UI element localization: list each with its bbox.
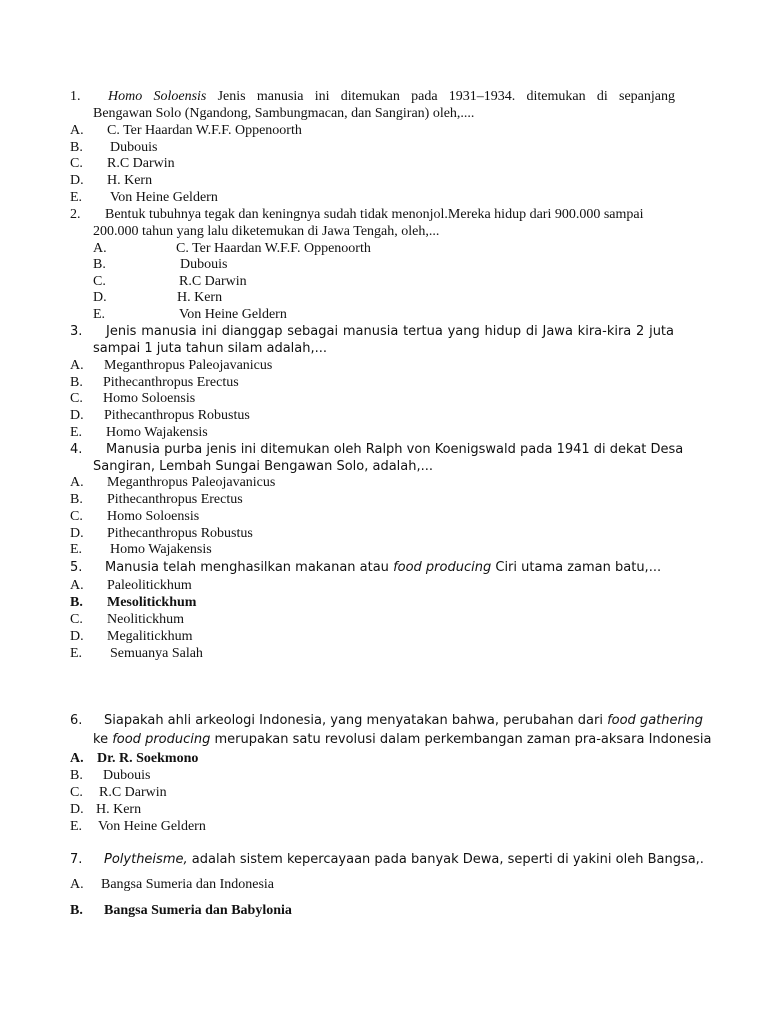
q6-stem-line1 <box>104 712 703 729</box>
q5-option-b-text[interactable]: Mesolitickhum <box>107 595 197 610</box>
q4-option-b-text[interactable]: Pithecanthropus Erectus <box>107 492 243 507</box>
q7-option-b-text[interactable]: Bangsa Sumeria dan Babylonia <box>104 903 292 918</box>
q1-option-d-text[interactable]: H. Kern <box>107 173 153 188</box>
q5-stem <box>105 559 661 576</box>
q1-option-b-text[interactable]: Dubouis <box>110 140 158 155</box>
q5-option-c-letter: C. <box>70 612 83 627</box>
q7-option-a-text[interactable]: Bangsa Sumeria dan Indonesia <box>101 877 275 892</box>
q2-stem-line2: 200.000 tahun yang lalu diketemukan di Jawa Tengah, oleh,... <box>93 224 440 239</box>
q6-term-producing: food producing <box>112 732 211 747</box>
q6-option-c-text[interactable]: R.C Darwin <box>99 785 167 800</box>
q6-number: 6. <box>70 713 83 728</box>
q5-term: food producing <box>393 560 492 575</box>
q3-number: 3. <box>70 324 83 339</box>
q6-option-a-letter: A. <box>70 751 84 766</box>
q3-option-c-text[interactable]: Homo Soloensis <box>103 391 196 406</box>
q5-option-a-letter: A. <box>70 578 84 593</box>
q3-option-b-letter: B. <box>70 375 83 390</box>
q6-option-b-text[interactable]: Dubouis <box>103 768 151 783</box>
q1-option-d-letter: D. <box>70 173 84 188</box>
q6-stem-text: Siapakah ahli arkeologi Indonesia, yang menyatakan bahwa, perubahan dari <box>104 713 608 728</box>
q6-option-e-text[interactable]: Von Heine Geldern <box>98 819 206 834</box>
q5-option-a-text[interactable]: Paleolitickhum <box>107 578 192 593</box>
q6-option-d-letter: D. <box>70 802 84 817</box>
q1-option-a-text[interactable]: C. Ter Haardan W.F.F. Oppenoorth <box>107 123 302 138</box>
q7-option-b-letter: B. <box>70 903 83 918</box>
q3-stem-line1: Jenis manusia ini dianggap sebagai manusia tertua yang hidup di Jawa kira-kira 2 juta <box>106 324 674 339</box>
q4-stem-line2: Sangiran, Lembah Sungai Bengawan Solo, adalah,... <box>93 459 434 474</box>
q1-option-c-text[interactable]: R.C Darwin <box>107 156 175 171</box>
q6-stem-prefix: ke <box>93 732 113 747</box>
q2-option-d-letter: D. <box>93 290 107 305</box>
q2-option-e-letter: E. <box>93 307 106 322</box>
q4-stem-line1: Manusia purba jenis ini ditemukan oleh Ralph von Koenigswald pada 1941 di dekat Desa <box>106 442 684 457</box>
q7-stem <box>104 851 704 868</box>
q5-stem-text: Manusia telah menghasilkan makanan atau <box>105 560 394 575</box>
q2-option-b-letter: B. <box>93 257 106 272</box>
q3-option-d-letter: D. <box>70 408 84 423</box>
q1-stem-text: Jenis manusia ini ditemukan pada 1931–1934. ditemukan di sepanjang <box>206 89 675 104</box>
q6-option-d-text[interactable]: H. Kern <box>96 802 142 817</box>
q3-option-a-letter: A. <box>70 358 84 373</box>
q7-number: 7. <box>70 852 83 867</box>
q7-term: Polytheisme, <box>104 852 188 867</box>
q4-option-c-letter: C. <box>70 509 83 524</box>
q6-option-e-letter: E. <box>70 819 83 834</box>
q4-number: 4. <box>70 442 83 457</box>
q3-option-a-text[interactable]: Meganthropus Paleojavanicus <box>104 358 273 373</box>
q1-option-a-letter: A. <box>70 123 84 138</box>
q2-option-c-letter: C. <box>93 274 106 289</box>
q1-option-e-letter: E. <box>70 190 83 205</box>
q5-option-b-letter: B. <box>70 595 83 610</box>
q3-option-e-text[interactable]: Homo Wajakensis <box>106 425 208 440</box>
q5-option-d-text[interactable]: Megalitickhum <box>107 629 193 644</box>
q4-option-b-letter: B. <box>70 492 83 507</box>
q4-option-d-letter: D. <box>70 526 84 541</box>
q6-term-gathering: food gathering <box>607 713 703 728</box>
q2-option-a-text[interactable]: C. Ter Haardan W.F.F. Oppenoorth <box>176 241 371 256</box>
q2-option-a-letter: A. <box>93 241 107 256</box>
q2-stem-line1: Bentuk tubuhnya tegak dan keningnya sudah tidak menonjol.Mereka hidup dari 900.000 sampai <box>105 207 644 222</box>
q3-option-b-text[interactable]: Pithecanthropus Erectus <box>103 375 239 390</box>
q3-stem-line2: sampai 1 juta tahun silam adalah,... <box>93 341 328 356</box>
q6-stem-tail: merupakan satu revolusi dalam perkembangan zaman pra-aksara Indonesia <box>210 732 712 747</box>
q6-option-a-text[interactable]: Dr. R. Soekmono <box>97 751 199 766</box>
q2-option-c-text[interactable]: R.C Darwin <box>179 274 247 289</box>
q5-option-d-letter: D. <box>70 629 84 644</box>
q1-option-b-letter: B. <box>70 140 83 155</box>
q6-stem-line2 <box>93 731 711 748</box>
q5-number: 5. <box>70 560 83 575</box>
q2-option-e-text[interactable]: Von Heine Geldern <box>179 307 287 322</box>
q4-option-d-text[interactable]: Pithecanthropus Robustus <box>107 526 253 541</box>
q4-option-e-letter: E. <box>70 542 83 557</box>
q4-option-a-text[interactable]: Meganthropus Paleojavanicus <box>107 475 276 490</box>
q6-option-c-letter: C. <box>70 785 83 800</box>
q1-number: 1. <box>70 89 81 104</box>
q4-option-a-letter: A. <box>70 475 84 490</box>
q6-option-b-letter: B. <box>70 768 83 783</box>
q1-term: Homo Soloensis <box>108 89 207 104</box>
q4-option-c-text[interactable]: Homo Soloensis <box>107 509 200 524</box>
q3-option-d-text[interactable]: Pithecanthropus Robustus <box>104 408 250 423</box>
q2-option-d-text[interactable]: H. Kern <box>177 290 223 305</box>
q5-option-c-text[interactable]: Neolitickhum <box>107 612 184 627</box>
q2-number: 2. <box>70 207 81 222</box>
q2-option-b-text[interactable]: Dubouis <box>180 257 228 272</box>
q3-option-c-letter: C. <box>70 391 83 406</box>
q5-option-e-text[interactable]: Semuanya Salah <box>110 646 203 661</box>
q5-stem-tail: Ciri utama zaman batu,... <box>491 560 662 575</box>
q5-option-e-letter: E. <box>70 646 83 661</box>
q7-option-a-letter: A. <box>70 877 84 892</box>
q1-stem-line2: Bengawan Solo (Ngandong, Sambungmacan, dan Sangiran) oleh,.... <box>93 106 475 121</box>
q3-option-e-letter: E. <box>70 425 83 440</box>
q1-stem-line1 <box>93 88 675 105</box>
q4-option-e-text[interactable]: Homo Wajakensis <box>110 542 212 557</box>
q1-option-c-letter: C. <box>70 156 83 171</box>
q7-stem-text: adalah sistem kepercayaan pada banyak Dewa, seperti di yakini oleh Bangsa,. <box>187 852 704 867</box>
q1-option-e-text[interactable]: Von Heine Geldern <box>110 190 218 205</box>
